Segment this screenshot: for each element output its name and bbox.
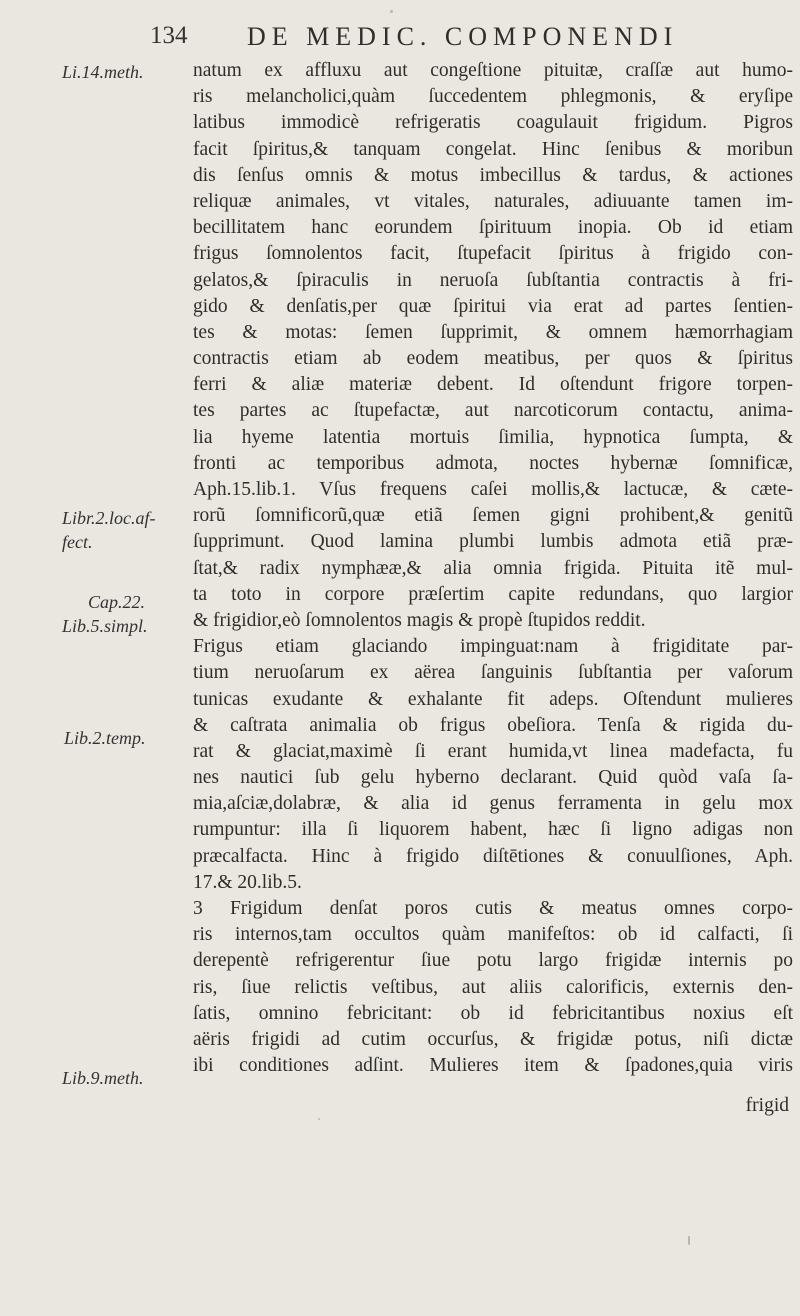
text-line: rumpuntur: illa ſi liquorem habent, hæc ſi ligno adigas non (193, 819, 793, 841)
text-line: derepentè refrigerentur ſiue potu largo frigidæ internis po (193, 950, 793, 972)
text-line: reliquæ animales, vt vitales, naturales, adiuuante tamen im- (193, 190, 793, 212)
text-line: & caſtrata animalia ob frigus obeſiora. Tenſa & rigida du- (193, 714, 793, 736)
text-line: ris melancholici,quàm ſuccedentem phlegmonis, & eryſipe (193, 86, 793, 108)
text-line: lia hyeme latentia mortuis ſimilia, hypnotica ſumpta, & (193, 426, 793, 448)
text-line: ta toto in corpore præſertim capite redundans, quo largior (193, 583, 793, 605)
margin-note-line: Cap.22. (88, 592, 146, 612)
text-line: latibus immodicè refrigeratis coagulauit frigidum. Pigros (193, 112, 793, 134)
margin-note-line: Lib.5.simpl. (62, 616, 148, 636)
paper-speck (390, 10, 393, 13)
catchword: frigid (745, 1095, 789, 1116)
text-line: tes & motas: ſemen ſupprimit, & omnem hæmorrhagiam (193, 321, 793, 343)
margin-note (64, 726, 194, 750)
text-line: nes nautici ſub gelu hyberno declarant. Quid quòd vaſa ſa- (193, 767, 793, 789)
text-line: mia,aſciæ,dolabræ, & alia id genus ferramenta in gelu mox (193, 793, 793, 815)
text-line: dis ſenſus omnis & motus imbecillus & tardus, & actiones (193, 164, 793, 186)
paper-speck (318, 1118, 320, 1120)
text-line: becillitatem hanc eorundem ſpirituum inopia. Ob id etiam (193, 217, 793, 239)
text-line: 3 Frigidum denſat poros cutis & meatus omnes corpo- (193, 898, 793, 919)
text-line: præcalfacta. Hinc à frigido diſtētiones & conuulſiones, Aph. (193, 845, 793, 867)
text-line: tunicas exudante & exhalante fit adeps. Oſtendunt mulieres (193, 688, 793, 710)
text-line: frigus ſomnolentos facit, ſtupefacit ſpiritus à frigido con- (193, 243, 793, 265)
text-line: gido & denſatis,per quæ ſpiritui via erat ad partes ſentien- (193, 295, 793, 317)
text-line: ferri & aliæ materiæ debent. Id oſtendunt frigore torpen- (193, 374, 793, 396)
page-number: 134 (150, 22, 188, 49)
margin-note-line: Libr.2.loc.af- (62, 508, 156, 528)
margin-note-line: Li.14.meth. (62, 62, 144, 82)
page-header (0, 22, 800, 58)
text-line: rat & glaciat,maximè ſi erant humida,vt linea madefacta, fu (193, 740, 793, 762)
running-title: DE MEDIC. COMPONENDI (247, 22, 679, 51)
text-line: rorũ ſomnificorũ,quæ etiã ſemen gigni prohibent,& genitũ (193, 505, 793, 527)
text-line: & frigidior,eò ſomnolentos magis & propè ſtupidos reddit. (193, 609, 646, 631)
text-line: ris, ſiue relictis veſtibus, aut aliis calorificis, externis den- (193, 976, 793, 998)
margin-note-line: fect. (62, 532, 93, 552)
margin-note (62, 506, 192, 554)
text-line: ſatis, omnino febricitant: ob id febricitantibus noxius eſt (193, 1002, 793, 1024)
text-line: ſtat,& radix nymphææ,& alia omnia frigida. Pituita itẽ mul- (193, 557, 793, 579)
text-line: Frigus etiam glaciando impinguat:nam à frigiditate par- (193, 636, 793, 658)
margin-note (62, 60, 192, 84)
margin-note-line: Lib.2.temp. (64, 728, 146, 748)
body-text (193, 58, 793, 1079)
text-line: ris internos,tam occultos quàm manifeſtos: ob id calfacti, ſi (193, 924, 793, 946)
text-line: contractis etiam ab eodem meatibus, per quos & ſpiritus (193, 348, 793, 370)
text-line: 17.& 20.lib.5. (193, 871, 302, 893)
margin-note-line: Lib.9.meth. (62, 1068, 144, 1088)
text-line: tes partes ac ſtupefactæ, aut narcoticorum contactu, anima- (193, 400, 793, 422)
text-line: natum ex affluxu aut congeſtione pituitæ, craſſæ aut humo- (193, 60, 793, 81)
text-line: tium neruoſarum ex aërea ſanguinis ſubſtantia per vaſorum (193, 662, 793, 684)
text-line: facit ſpiritus,& tanquam congelat. Hinc ſenibus & moribun (193, 138, 793, 160)
text-line: aëris frigidi ad cutim occurſus, & frigidæ potus, niſi dictæ (193, 1028, 793, 1050)
margin-note (62, 1066, 192, 1090)
paper-speck (688, 1236, 690, 1245)
text-line: fronti ac temporibus admota, noctes hybernæ ſomnificæ, (193, 452, 793, 474)
text-line: Aph.15.lib.1. Vſus frequens caſei mollis,& lactucæ, & cæte- (193, 479, 793, 500)
text-line: ſupprimunt. Quod lamina plumbi lumbis admota etiã præ- (193, 531, 793, 553)
text-line: ibi conditiones adſint. Mulieres item & ſpadones,quia viris (193, 1055, 793, 1077)
text-line: gelatos,& ſpiraculis in neruoſa ſubſtantia contractis à fri- (193, 269, 793, 291)
